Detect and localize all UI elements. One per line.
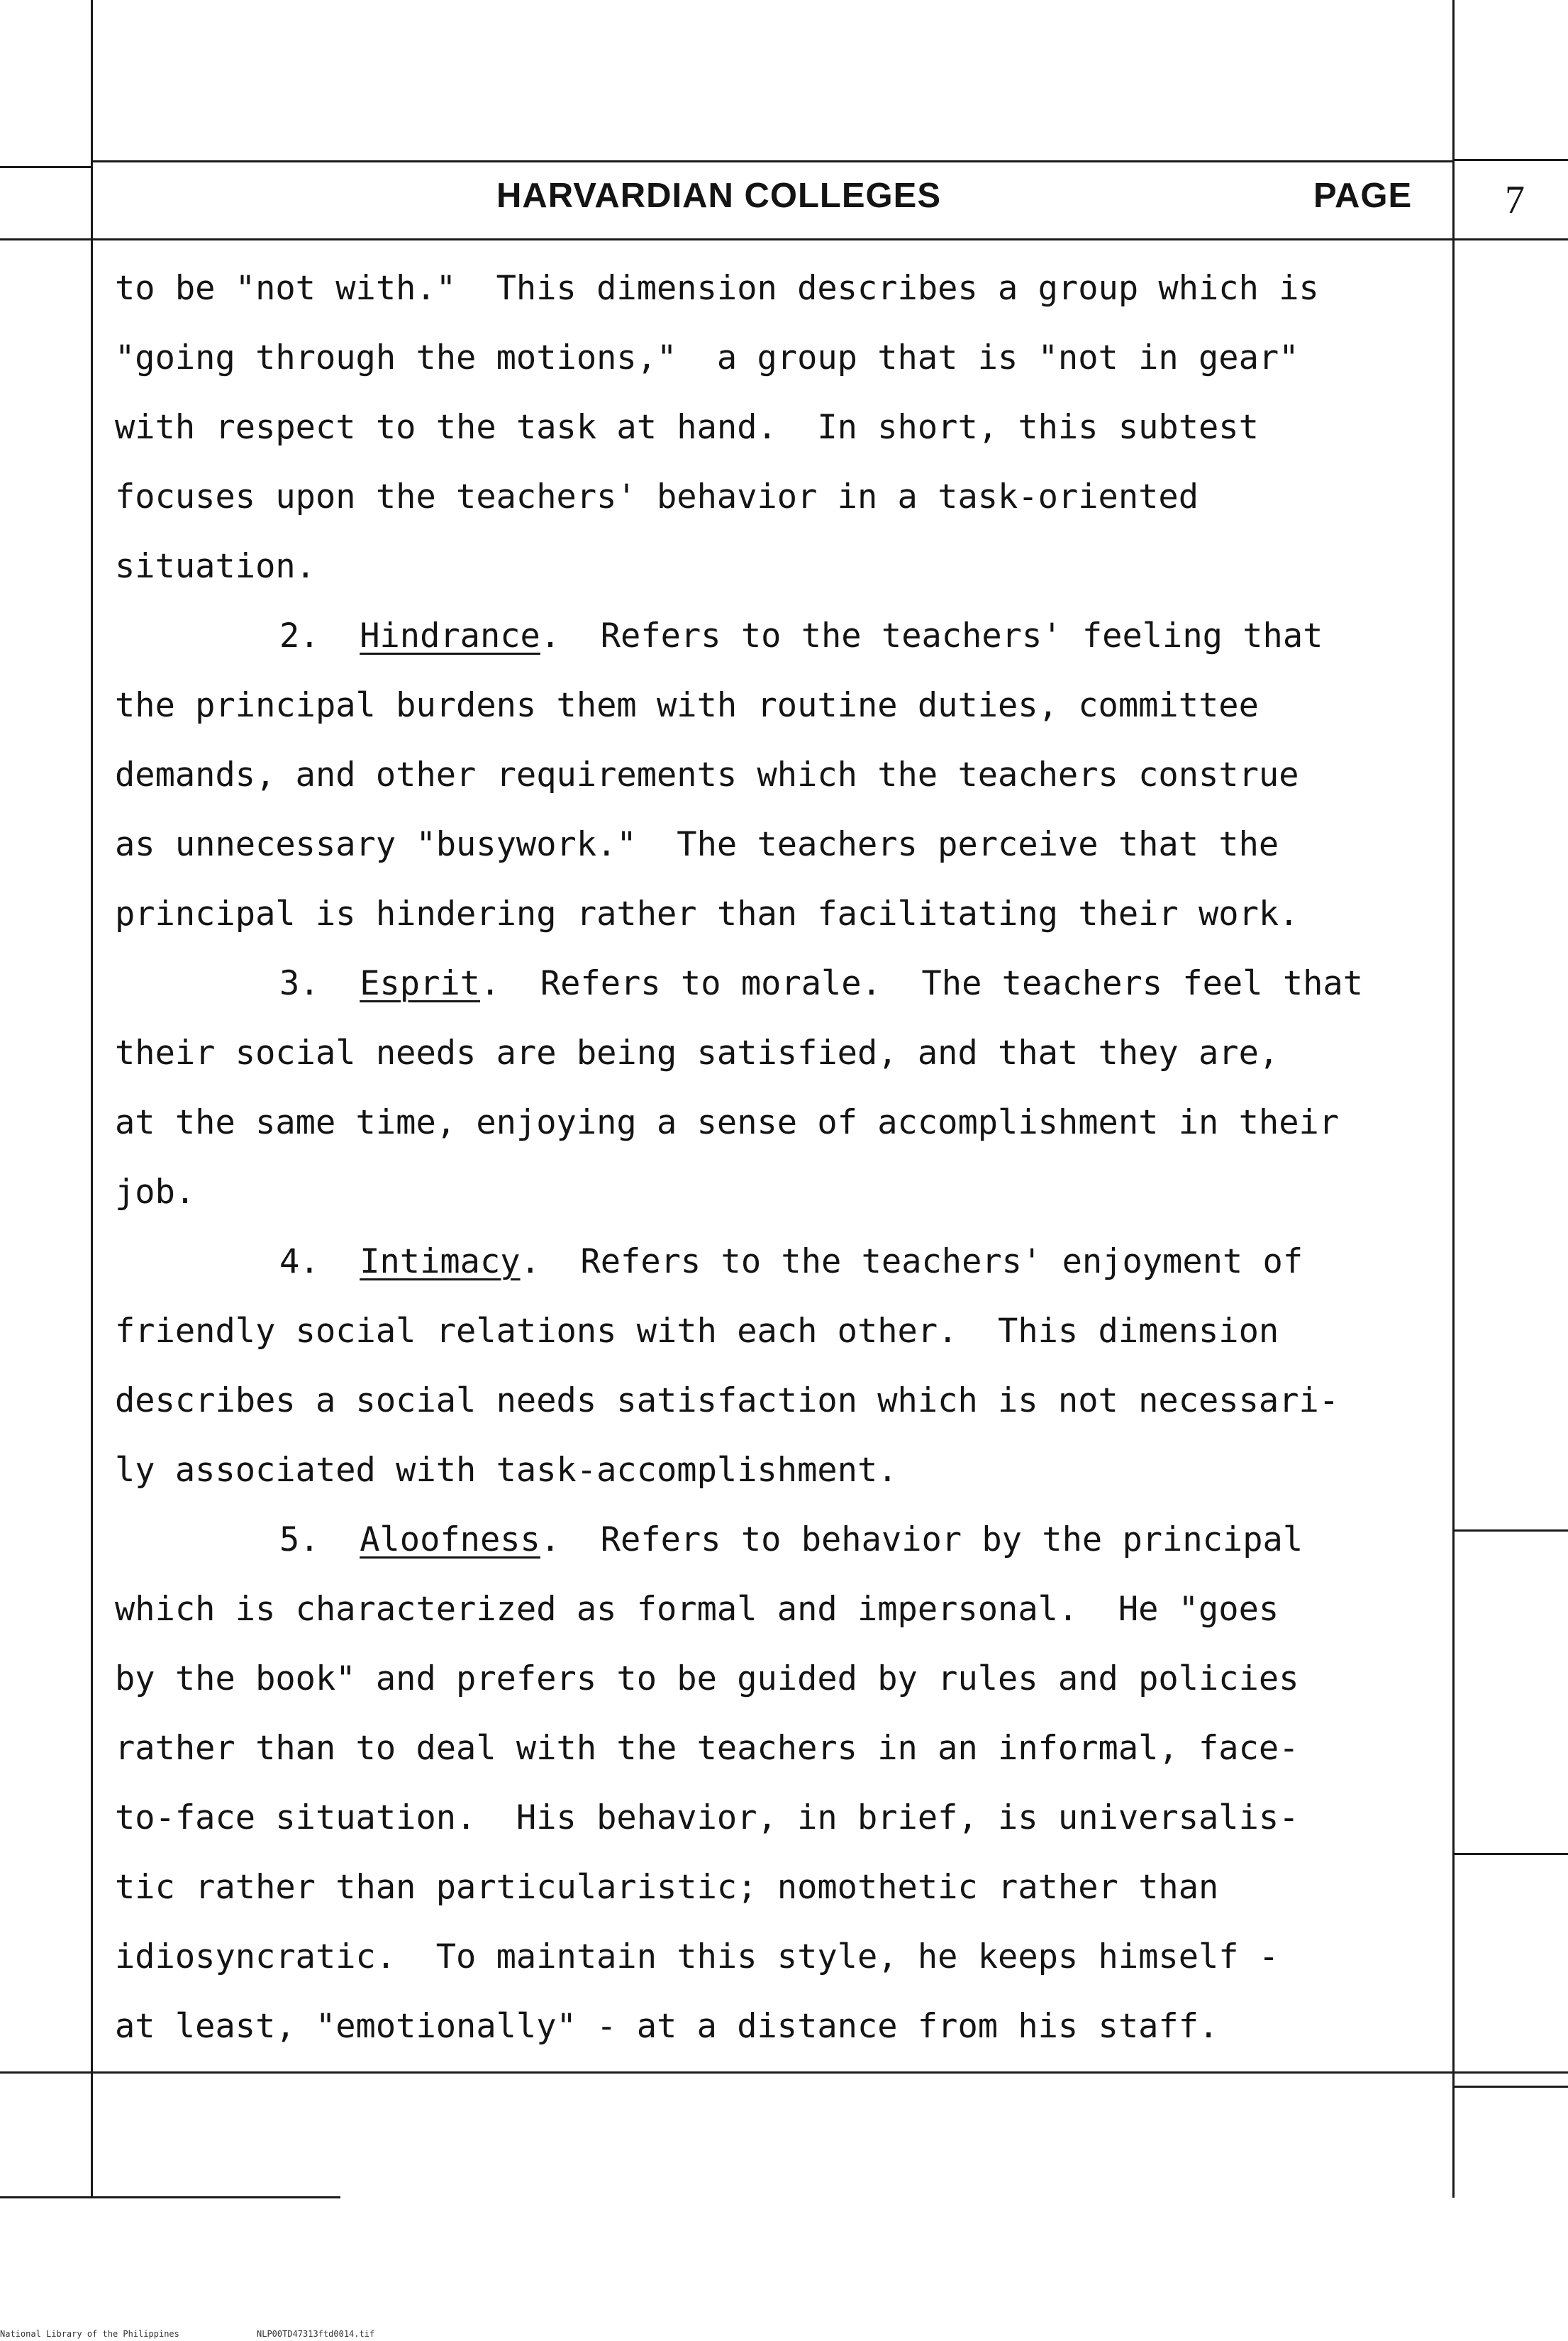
header-bottom-line <box>0 238 1568 240</box>
margin-top-left-line <box>0 166 91 168</box>
item-number: 3. <box>279 964 320 1003</box>
item-first-line: . Refers to the teachers' feeling that <box>540 616 1323 655</box>
frame-left-vertical-line <box>91 0 93 2198</box>
text-line: to be "not with." This dimension describes a group which is <box>115 269 1319 308</box>
text-line: rather than to deal with the teachers in an informal, face- <box>115 1729 1299 1768</box>
item-esprit-heading <box>115 949 1441 1019</box>
text-line: job. <box>115 1173 196 1212</box>
text-line: demands, and other requirements which the teachers construe <box>115 756 1299 795</box>
header-top-line <box>91 160 1452 162</box>
item-number: 5. <box>279 1520 320 1559</box>
margin-right-line-2 <box>1455 1853 1568 1855</box>
frame-right-vertical-line <box>1452 0 1455 2198</box>
text-line: the principal burdens them with routine duties, committee <box>115 686 1259 725</box>
text-line: which is characterized as formal and impersonal. He "goes <box>115 1590 1279 1629</box>
item-term: Intimacy <box>360 1242 521 1281</box>
text-line: friendly social relations with each other. This dimension <box>115 1312 1279 1351</box>
item-term: Esprit <box>360 964 480 1003</box>
item-first-line: . Refers to behavior by the principal <box>540 1520 1303 1559</box>
page-bottom-line <box>0 2196 340 2198</box>
text-line: their social needs are being satisfied, and that they are, <box>115 1034 1279 1073</box>
text-line: situation. <box>115 547 316 586</box>
text-line: as unnecessary "busywork." The teachers perceive that the <box>115 825 1279 864</box>
item-number: 4. <box>279 1242 320 1281</box>
item-intimacy-heading <box>115 1227 1441 1297</box>
text-line: with respect to the task at hand. In short, this subtest <box>115 408 1259 447</box>
text-line: focuses upon the teachers' behavior in a task-oriented <box>115 477 1199 516</box>
item-hindrance-heading <box>115 602 1441 671</box>
text-line: at least, "emotionally" - at a distance from his staff. <box>115 2007 1219 2046</box>
margin-right-line-1 <box>1455 1529 1568 1532</box>
footer-library: National Library of the Philippines <box>0 2329 179 2339</box>
item-term: Aloofness <box>360 1520 540 1559</box>
item-number: 2. <box>279 616 320 655</box>
margin-top-right-line <box>1455 159 1568 161</box>
footer-file-id: NLP00TD47313ftd0014.tif <box>257 2329 375 2339</box>
header-page-label: PAGE <box>1313 177 1413 215</box>
text-line: principal is hindering rather than facilitating their work. <box>115 895 1299 934</box>
header-page-number: 7 <box>1505 178 1525 222</box>
text-line: describes a social needs satisfaction which is not necessari- <box>115 1381 1340 1420</box>
item-first-line: . Refers to the teachers' enjoyment of <box>520 1242 1303 1281</box>
body-text <box>115 254 1441 2061</box>
text-line: at the same time, enjoying a sense of accomplishment in their <box>115 1103 1340 1142</box>
text-line: "going through the motions," a group that is "not in gear" <box>115 338 1299 377</box>
header-title: HARVARDIAN COLLEGES <box>496 177 942 215</box>
text-line: ly associated with task-accomplishment. <box>115 1451 898 1490</box>
item-first-line: . Refers to morale. The teachers feel that <box>479 964 1364 1003</box>
text-line: by the book" and prefers to be guided by rules and policies <box>115 1659 1299 1698</box>
text-line: to-face situation. His behavior, in brief, is universalis- <box>115 1798 1299 1837</box>
text-line: idiosyncratic. To maintain this style, he keeps himself - <box>115 1937 1279 1976</box>
text-line: tic rather than particularistic; nomothetic rather than <box>115 1868 1219 1907</box>
item-term: Hindrance <box>360 616 540 655</box>
text-bottom-line <box>0 2071 1568 2074</box>
item-aloofness-heading <box>115 1505 1441 1575</box>
margin-right-line-3 <box>1455 2086 1568 2088</box>
